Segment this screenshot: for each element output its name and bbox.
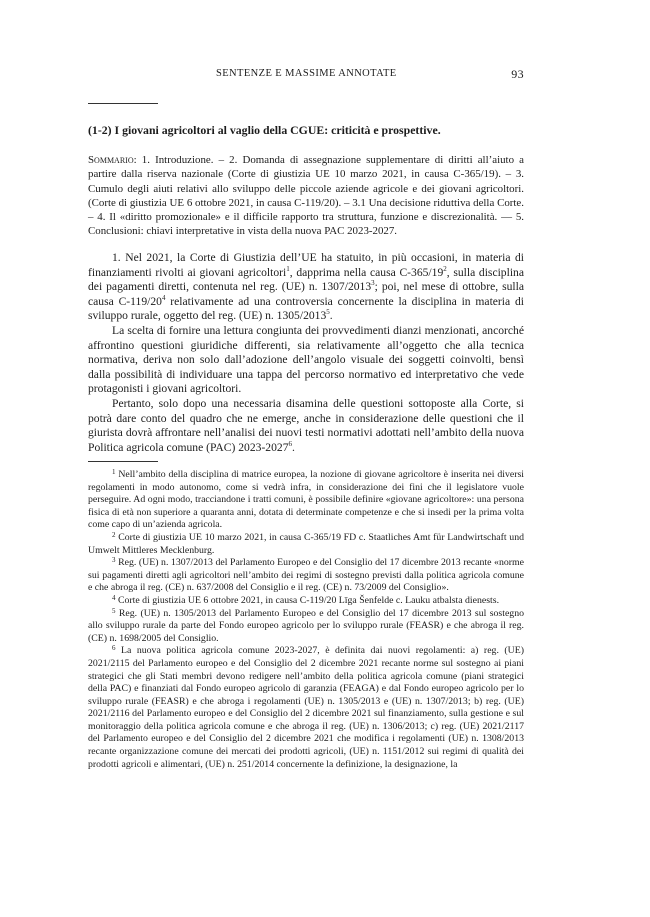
text-run: , dapprima nella causa C-365/19 (289, 265, 444, 279)
footnote-number: 5 (112, 606, 116, 615)
section-heading: (1-2) I giovani agricoltori al vaglio della CGUE: criticità e prospettive. (88, 123, 441, 137)
summary-label: Sommario: (88, 154, 137, 166)
footnote (88, 469, 524, 532)
header-rule (88, 103, 158, 104)
footnote-ref[interactable]: 5 (326, 308, 330, 317)
footnotes (88, 469, 524, 771)
footnote (88, 557, 524, 595)
footnote-number: 3 (112, 556, 116, 565)
footnote-ref[interactable]: 1 (286, 264, 290, 273)
footnote-number: 4 (112, 593, 116, 602)
footnote-number: 6 (112, 644, 116, 653)
footnote-ref[interactable]: 4 (161, 293, 166, 302)
footnote-ref[interactable]: 2 (443, 264, 447, 273)
body-paragraph (88, 397, 524, 455)
text-run: 1. Nel 2021, la Corte di Giustizia dell’UE ha statuito, in più occasioni, in materia di finanziamenti rivolti ai giovani agricoltori (88, 251, 524, 279)
summary-block (88, 153, 524, 239)
footnote-ref[interactable]: 6 (288, 439, 292, 448)
footnote-text: Reg. (UE) n. 1307/2013 del Parlamento Europeo e del Consiglio del 17 dicembre 2013 recante «norme sui pagamenti diretti agli agricoltori nell’ambito dei regimi di sostegno previsti dalla politica agricola comune e che abroga il reg. (CE) n. 637/2008 del Consiglio e il reg. (CE) n. 73/2009 del Consiglio». (88, 557, 524, 594)
body-paragraph: La scelta di fornire una lettura congiunta dei provvedimenti dianzi menzionati, ancorché affrontino questioni giuridiche differenti, sia relativamente all’oggetto che alla tecnica normativa, deriva non solo dall’adozione dell’angolo visuale dei soggetti coinvolti, bensì dalla possibilità di individuare una tappa del percorso normativo ed interpretativo che vede protagonisti i giovani agricoltori. (88, 323, 524, 396)
footnote-text: Reg. (UE) n. 1305/2013 del Parlamento Europeo e del Consiglio del 17 dicembre 2013 sul sostegno allo sviluppo rurale da parte del Fondo europeo agricolo per lo sviluppo rurale (FEASR) e che abroga il reg. (CE) n. 1698/2005 del Consiglio. (88, 607, 524, 644)
footnote-rule (88, 461, 158, 462)
text-run: . (292, 440, 295, 454)
footnote (88, 532, 524, 557)
body-text (88, 251, 524, 455)
summary-text: 1. Introduzione. – 2. Domanda di assegnazione supplementare di diritti all’aiuto a partire dalla riserva nazionale (Corte di giustizia UE 10 marzo 2021, in causa C-365/19). – 3. Cumulo degli aiuti relativi allo sviluppo delle piccole aziende agricole e dei giovani agricoltori. (Corte di giustizia UE 6 ottobre 2021, in causa C-119/20). – 3.1 Una decisione riduttiva della Corte. – 4. Il «diritto promozionale» e il difficile rapporto tra struttura, funzione e discrezionalità. — 5. Conclusioni: chiavi interpretative in vista della nuova PAC 2023-2027. (88, 154, 524, 238)
text-run: ; poi, nel mese di ottobre, sulla causa C-119/20 (88, 280, 524, 308)
footnote-number: 2 (112, 530, 116, 539)
footnote-text: La nuova politica agricola comune 2023-2027, è definita dai nuovi regolamenti: a) reg. (UE) 2021/2115 del Parlamento europeo e del Consiglio del 2 dicembre 2021 recante norme sul sostegno ai piani strategici che gli Stati membri devono redigere nell’ambito della politica agricola comune (piani strategici della PAC) e finanziati dal Fondo europeo agricolo di garanzia (FEAGA) e dal Fondo europeo agricolo per lo sviluppo rurale (FEASR) e che abroga i regolamenti (UE) n. 1305/2013 e (UE) n. 1307/2013; b) reg. (UE) 2021/2116 del Parlamento europeo e del Consiglio del 2 dicembre 2021 sul finanziamento, sulla gestione e sul monitoraggio della politica agricola comune e che abroga il reg. (UE) n. 1306/2013; c) reg. (UE) 2021/2117 del Parlamento europeo e del Consiglio del 2 dicembre 2021 che modifica i regolamenti (UE) n. 1308/2013 recante organizzazione comune dei mercati dei prodotti agricoli, (UE) n. 1151/2012 sui regimi di qualità dei prodotti agricoli e alimentari, (UE) n. 251/2014 concernente la definizione, la designazione, la (88, 645, 524, 770)
footnote (88, 645, 524, 771)
text-run: . (329, 309, 333, 323)
footnote-text: Nell’ambito della disciplina di matrice europea, la nozione di giovane agricoltore è inserita nei diversi regolamenti in modo autonomo, come si vedrà infra, in considerazione dei fini che il legislatore vuole perseguire. Ad ogni modo, tracciandone i tratti comuni, è possibile definire «giovane agricoltore»: una persona fisica di età non superiore a quaranta anni, dotata di determinate competenze e che si insedi per la prima volta come capo di un’azienda agricola. (88, 469, 524, 531)
text-run: Pertanto, solo dopo una necessaria disamina delle questioni sottoposte alla Corte, si potrà dare conto del quadro che ne emerge, anche in considerazione delle questioni che il giurista dovrà affrontare nell’analisi dei nuovi testi normativi adottati nell’ambito della nuova Politica agricola comune (PAC) 2023-2027 (88, 396, 524, 454)
text-run: relativamente ad una controversia concernente la disciplina in materia di sviluppo rurale, oggetto del reg. (UE) n. 1305/2013 (88, 294, 525, 323)
footnote-text: Corte di giustizia UE 6 ottobre 2021, in causa C-119/20 Līga Šenfelde c. Lauku atbalsta dienests. (117, 594, 500, 606)
footnote (88, 595, 524, 608)
footnote (88, 608, 524, 646)
body-paragraph (88, 251, 524, 324)
page-number: 93 (511, 67, 524, 81)
footnote-number: 1 (112, 468, 116, 476)
running-title: SENTENZE E MASSIME ANNOTATE (216, 68, 397, 79)
text-run: , sulla disciplina dei pagamenti diretti, contenuta nel reg. (UE) n. 1307/2013 (88, 265, 524, 294)
footnote-ref[interactable]: 3 (371, 279, 375, 288)
footnote-text: Corte di giustizia UE 10 marzo 2021, in causa C-365/19 FD c. Staatliches Amt für Landwirtschaft und Umwelt Mittleres Mecklenburg. (88, 531, 525, 556)
